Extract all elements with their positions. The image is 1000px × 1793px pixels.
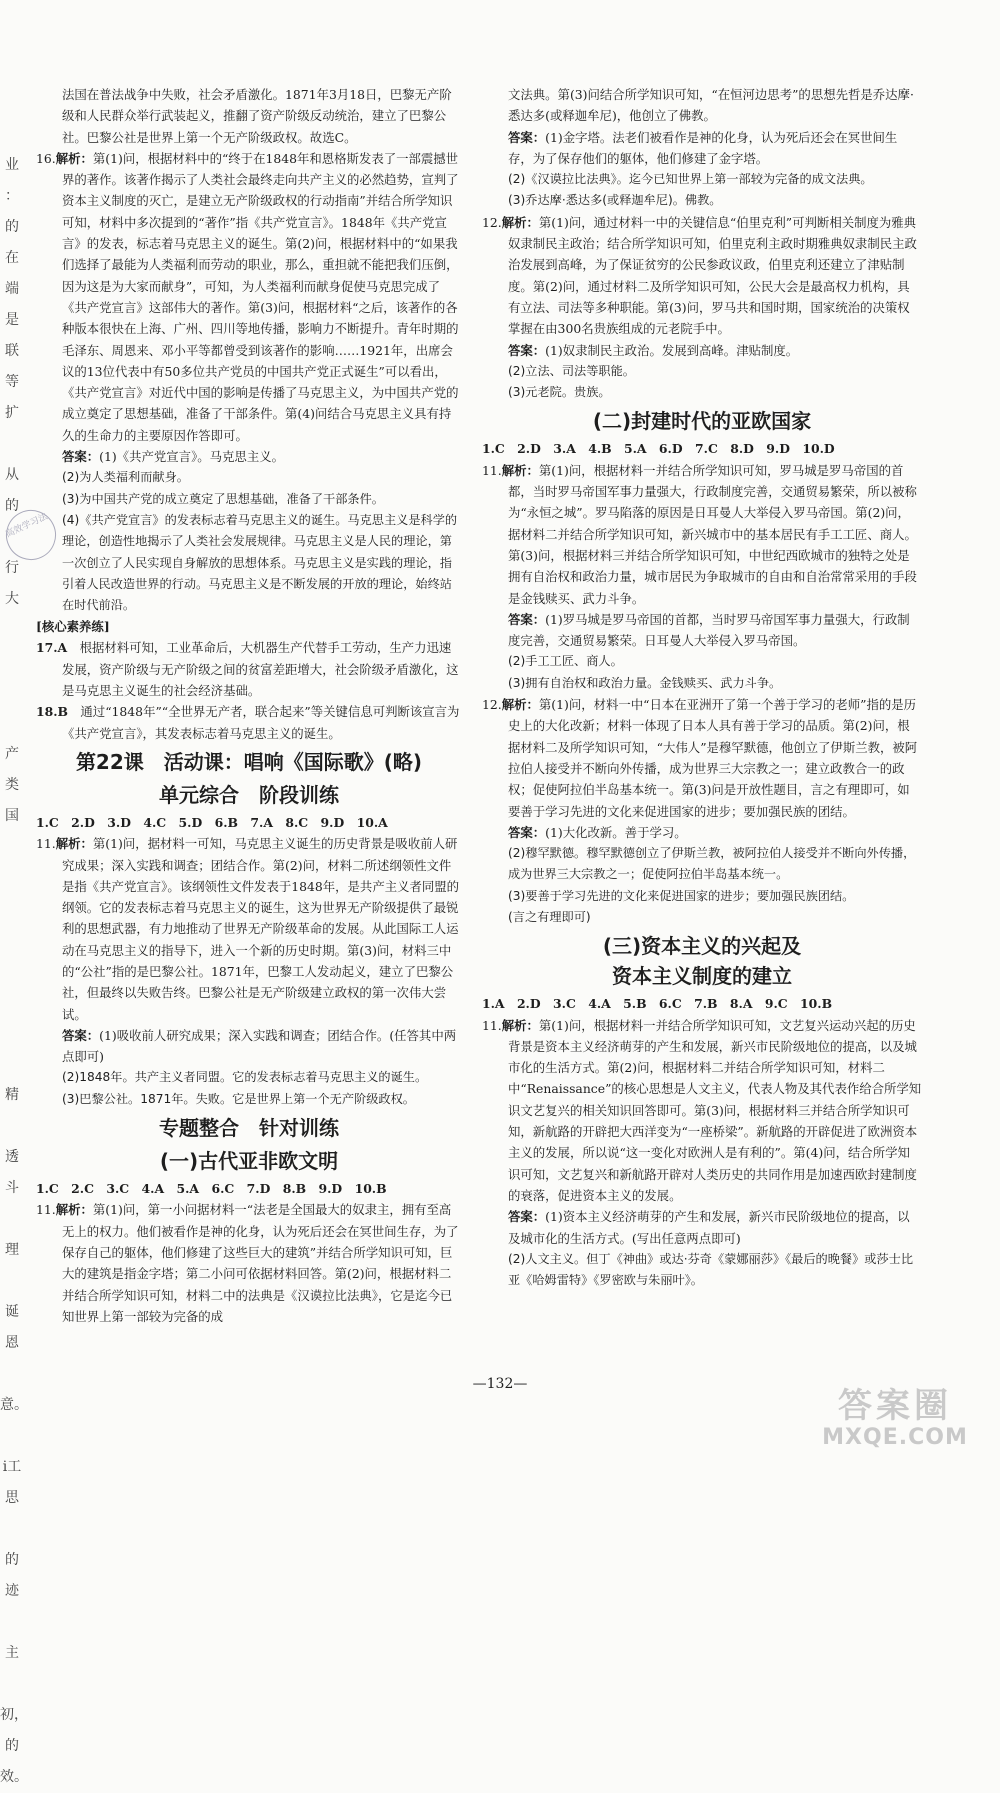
margin-char: 意。 xyxy=(0,1397,28,1413)
watermark-domain: MXQE.COM xyxy=(822,1425,968,1450)
margin-char: 扩 xyxy=(5,405,19,421)
section-label: [核心素养练] xyxy=(36,619,110,635)
question-18: 18.B 通过“1848年”“全世界无产者，联合起来”等关键信息可判断该宣言为《共产党宣言》，其发表标志着马克思主义的诞生。 xyxy=(36,704,460,741)
margin-char: 斗 xyxy=(5,1180,19,1196)
answer-11: 答案：(1)吸收前人研究成果；深入实践和调查；团结合作。(任答其中两点即可) xyxy=(62,1027,457,1065)
question-17: 17.A 根据材料可知，工业革命后，大机器生产代替手工劳动，生产力迅速发展，资产阶级与无产阶级之间的贫富差距增大，社会阶级矛盾激化，这是马克思主义诞生的社会经济基础。 xyxy=(36,640,459,699)
margin-char xyxy=(0,956,24,987)
margin-char xyxy=(0,1607,24,1638)
margin-char xyxy=(0,429,24,460)
section-heading: (三)资本主义的兴起及 资本主义制度的建立 xyxy=(602,934,802,989)
answer-line: (2)人文主义。但丁《神曲》或达·芬奇《蒙娜丽莎》《最后的晚餐》或莎士比亚《哈姆雷特》《罗密欧与朱丽叶》。 xyxy=(508,1251,914,1288)
watermark-logo xyxy=(800,1386,990,1454)
margin-char: ： xyxy=(5,188,19,204)
margin-char: 理 xyxy=(5,1242,19,1258)
margin-char: 大 xyxy=(5,591,19,607)
mc-answers: 1.C 2.D 3.A 4.B 5.A 6.D 7.C 8.D 9.D 10.D xyxy=(482,441,835,457)
answer-11: 答案：(1)罗马城是罗马帝国的首都，当时罗马帝国军事力量强大，行政制度完善，交通贸易繁荣。日耳曼人大举侵入罗马帝国。 xyxy=(508,611,910,649)
answer-11: 答案：(1)资本主义经济萌芽的产生和发展，新兴市民阶级地位的提高，以及城市化的生活方式。(写出任意两点即可) xyxy=(508,1209,910,1246)
margin-char xyxy=(0,615,24,646)
answer-line: (3)元老院。贵族。 xyxy=(508,385,611,400)
answer-line: (3)拥有自治权和政治力量。金钱赎买、武力斗争。 xyxy=(508,675,782,690)
section-heading: (一)古代亚非欧文明 xyxy=(159,1149,339,1174)
question-11: 11.解析：第(1)问，根据材料一并结合所学知识可知，文艺复兴运动兴起的历史背景是资本主义经济萌芽的产生和发展，新兴市民阶级地位的提高，以及城市化的生活方式。第(2)问，根据材料二并结合所学知识可知，材料二中“Renaissance”的核心思想是人文主义，代表人物及其代表作给合所学知识文艺复兴的相关知识回答即可。第(3)问，根据材料三并结合所学知识可知，新航路的开辟把大西洋变为“一座桥梁”。新航路的开辟促进了欧洲资本主义的发展，所以说“这一变化对欧洲人是有利的”。第(4)问，结合所学知识可知，文艺复兴和新航路开辟对人类历史的共同作用是加速西欧封建制度的衰落，促进资本主义的发展。 xyxy=(482,1017,922,1203)
margin-char xyxy=(0,1049,24,1080)
margin-char xyxy=(0,1204,24,1235)
margin-char: 国 xyxy=(5,808,19,824)
margin-char xyxy=(0,677,24,708)
margin-char: 的 xyxy=(5,498,19,514)
margin-char xyxy=(0,863,24,894)
section-heading: (二)封建时代的亚欧国家 xyxy=(592,409,812,434)
answer-line: (3)要善于学习先进的文化来促进国家的进步；要加强民族团结。 xyxy=(508,888,855,903)
margin-char xyxy=(0,1421,24,1452)
margin-char: 恩 xyxy=(5,1335,19,1351)
paragraph: 法国在普法战争中失败，社会矛盾激化。1871年3月18日，巴黎无产阶级和人民群众举行武装起义，推翻了资产阶级反动统治，建立了巴黎公社。巴黎公社是世界上第一个无产阶级政权。故选C。 xyxy=(62,87,452,145)
margin-char: 主 xyxy=(5,1645,19,1661)
answer-line: (3)为中国共产党的成立奠定了思想基础，准备了干部条件。 xyxy=(62,491,384,506)
margin-char: 在 xyxy=(5,250,19,266)
margin-char xyxy=(0,1018,24,1049)
mc-answers: 1.C 2.D 3.D 4.C 5.D 6.B 7.A 8.C 9.D 10.A xyxy=(36,814,388,830)
left-column xyxy=(36,84,462,1327)
answer-line: (3)巴黎公社。1871年。失败。它是世界上第一个无产阶级政权。 xyxy=(62,1091,415,1106)
margin-char: 业 xyxy=(5,157,19,173)
margin-char xyxy=(0,832,24,863)
answer-16: 答案：(1)《共产党宣言》。马克思主义。 xyxy=(62,449,284,465)
margin-char xyxy=(0,1266,24,1297)
answer-line: (2)为人类福利而献身。 xyxy=(62,470,189,485)
watermark-text: 答案圈 xyxy=(838,1386,952,1426)
page-number: —132— xyxy=(472,1376,528,1392)
right-column xyxy=(482,84,922,1291)
margin-char: 迹 xyxy=(5,1583,19,1599)
mc-answers: 1.A 2.D 3.C 4.A 5.B 6.C 7.B 8.A 9.C 10.B xyxy=(482,996,833,1012)
question-11: 11.解析：第(1)问，据材料一可知，马克思主义诞生的历史背景是吸收前人研究成果；深入实践和调查；团结合作。第(2)问，材料二所述纲领性文件是指《共产党宣言》。该纲领性文件发表于1848年，是共产主义者同盟的纲领。它的发表标志着马克思主义的诞生，这为世界无产阶级提供了最锐利的思想武器，有力地推动了世界无产阶级革命的发展。从此国际工人运动在马克思主义的指导下，进入一个新的历史时期。第(3)问，材料三中的“公社”指的是巴黎公社。1871年，巴黎工人发动起义，建立了巴黎公社，但最终以失败告终。巴黎公社是无产阶级建立政权的第一次伟大尝试。 xyxy=(36,836,460,1022)
margin-char xyxy=(0,925,24,956)
question-12: 12.解析：第(1)问，通过材料一中的关键信息“伯里克利”可判断相关制度为雅典奴隶制民主政治；结合所学知识可知，伯里克利主政时期雅典奴隶制民主政治发展到高峰，为了保证贫穷的公民参政议政，伯里克利还建立了津贴制度。第(2)问，通过材料二及所学知识可知，公民大会是最高权力机构，具有立法、司法等多种职能。第(3)问，罗马共和国时期，国家统治的决策权掌握在由300名贵族组成的元老院手中。 xyxy=(482,214,917,337)
margin-char xyxy=(0,1514,24,1545)
margin-char: 从 xyxy=(5,467,19,483)
stamp-mark: 高效学习法 xyxy=(0,502,64,568)
unit-heading: 单元综合 阶段训练 xyxy=(159,782,339,807)
question-11: 11.解析：第(1)问，第一小问据材料一“法老是全国最大的奴隶主，拥有至高无上的权力。他们被看作是神的化身，认为死后还会在冥世间生存，为了保存自己的躯体，他们修建了这些巨大的建筑”并结合所学知识可知，巨大的建筑是指金字塔；第二小问可依据材料回答。第(2)问，根据材料二并结合所学知识可知，材料二中的法典是《汉谟拉比法典》，它是迄今已知世界上第一部较为完备的成 xyxy=(36,1202,459,1324)
margin-char: 初， xyxy=(0,1707,28,1723)
margin-char: 端 xyxy=(5,281,19,297)
margin-char: 类 xyxy=(5,777,19,793)
question-12: 12.解析：第(1)问，材料一中“日本在亚洲开了第一个善于学习的老师”指的是历史上的大化改新；材料一体现了日本人具有善于学习的品质。第(2)问，根据材料二及所学知识可知，“大伟人”是穆罕默德，他创立了伊斯兰教，被阿拉伯人接受并不断向外传播，成为世界三大宗教之一；建立政教合一的政权；促使阿拉伯半岛基本统一。第(3)问是开放性题目，言之有理即可，如要善于学习先进的文化来促进国家的进步；要加强民族的团结。 xyxy=(482,697,918,819)
topic-heading: 专题整合 针对训练 xyxy=(159,1116,339,1141)
mc-answers: 1.C 2.C 3.C 4.A 5.A 6.C 7.D 8.B 9.D 10.B xyxy=(36,1181,387,1197)
margin-char: 透 xyxy=(5,1149,19,1165)
margin-char xyxy=(0,646,24,677)
margin-char xyxy=(0,1669,24,1700)
answer-line: (4)《共产党宣言》的发表标志着马克思主义的诞生。马克思主义是科学的理论，创造性地揭示了人类社会发展规律。马克思主义是人民的理论，第一次创立了人民实现自身解放的思想体系。马克思主义是实践的理论，指引着人民改造世界的行动。马克思主义是不断发展的开放的理论，始终站在时代前沿。 xyxy=(62,512,458,613)
margin-char: 的 xyxy=(5,219,19,235)
answer-12: 答案：(1)奴隶制民主政治。发展到高峰。津贴制度。 xyxy=(508,342,799,358)
paragraph: 文法典。第(3)问结合所学知识可知，“在恒河边思考”的思想先哲是乔达摩·悉达多(或释迦牟尼)，他创立了佛教。 xyxy=(508,87,914,124)
lesson-heading: 第22课 活动课：唱响《国际歌》(略) xyxy=(75,749,423,774)
margin-char: 精 xyxy=(5,1087,19,1103)
question-11: 11.解析：第(1)问，根据材料一并结合所学知识可知，罗马城是罗马帝国的首都，当时罗马帝国军事力量强大，行政制度完善，交通贸易繁荣，所以被称为“永恒之城”。罗马陷落的原因是日耳曼人大举侵入罗马帝国。第(2)问，据材料二并结合所学知识可知，新兴城市中的基本居民有手工工匠、商人。第(3)问，根据材料三并结合所学知识可知，中世纪西欧城市的独特之处是拥有自治权和政治力量，城市居民为争取城市的自由和自治常常采用的手段是金钱赎买、武力斗争。 xyxy=(482,462,917,606)
margin-char: 联 xyxy=(5,343,19,359)
answer-line: (2)《汉谟拉比法典》。迄今已知世界上第一部较为完备的成文法典。 xyxy=(508,172,873,187)
answer-line: (2)穆罕默德。穆罕默德创立了伊斯兰教，被阿拉伯人接受并不断向外传播，成为世界三大宗教之一；促使阿拉伯半岛基本统一。 xyxy=(508,846,916,882)
margin-char xyxy=(0,708,24,739)
answer-line: (2)手工工匠、商人。 xyxy=(508,654,623,669)
margin-char: i工 xyxy=(2,1459,22,1475)
margin-char: 是 xyxy=(5,312,19,328)
margin-char: 的 xyxy=(5,1738,19,1754)
margin-char: 的 xyxy=(5,1552,19,1568)
margin-char: 效。 xyxy=(0,1769,28,1785)
question-16: 16.解析：第(1)问，根据材料中的“终于在1848年和恩格斯发表了一部震撼世界的著作。该著作揭示了人类社会最终走向共产主义的必然趋势，宣判了资本主义制度的灭亡，是建立无产阶级政权的行动指南”并结合所学知识可知，材料中多次提到的“著作”指《共产党宣言》。1848年《共产党宣言》的发表，标志着马克思主义的诞生。第(2)问，根据材料中的“如果我们选择了最能为人类福利而劳动的职业，那么，重担就不能把我们压倒，因为这是为大家而献身”，可知，为人类福利而献身促使马克思完成了《共产党宣言》这部伟大的著作。第(3)问，根据材料“之后，该著作的各种版本很快在上海、广州、四川等地传播，影响力不断提升。青年时期的毛泽东、周恩来、邓小平等都曾受到该著作的影响……1921年，出席会议的13位代表中有50多位共产党员的中国共产党正式诞生”可以看出，《共产党宣言》对近代中国的影响是传播了马克思主义，为中国共产党的成立奠定了思想基础，准备了干部条件。第(4)问结合马克思主义具有持久的生命力的主要原因作答即可。 xyxy=(36,150,459,443)
margin-char xyxy=(0,1111,24,1142)
margin-char: 行 xyxy=(5,560,19,576)
answer-line: (3)乔达摩·悉达多(或释迦牟尼)。佛教。 xyxy=(508,193,722,208)
answer: 答案：(1)金字塔。法老们被看作是神的化身，认为死后还会在冥世间生存，为了保存他们的躯体，他们修建了金字塔。 xyxy=(508,129,898,166)
answer-line: (2)立法、司法等职能。 xyxy=(508,363,635,378)
margin-char: 诞 xyxy=(5,1304,19,1320)
margin-char xyxy=(0,987,24,1018)
answer-12: 答案：(1)大化改新。善于学习。 xyxy=(508,824,687,840)
margin-char xyxy=(0,894,24,925)
answer-line: (2)1848年。共产主义者同盟。它的发表标志着马克思主义的诞生。 xyxy=(62,1070,428,1085)
margin-char: 等 xyxy=(5,374,19,390)
margin-char: 思 xyxy=(5,1490,19,1506)
answer-line: (言之有理即可) xyxy=(508,909,591,924)
margin-char: 产 xyxy=(5,746,19,762)
